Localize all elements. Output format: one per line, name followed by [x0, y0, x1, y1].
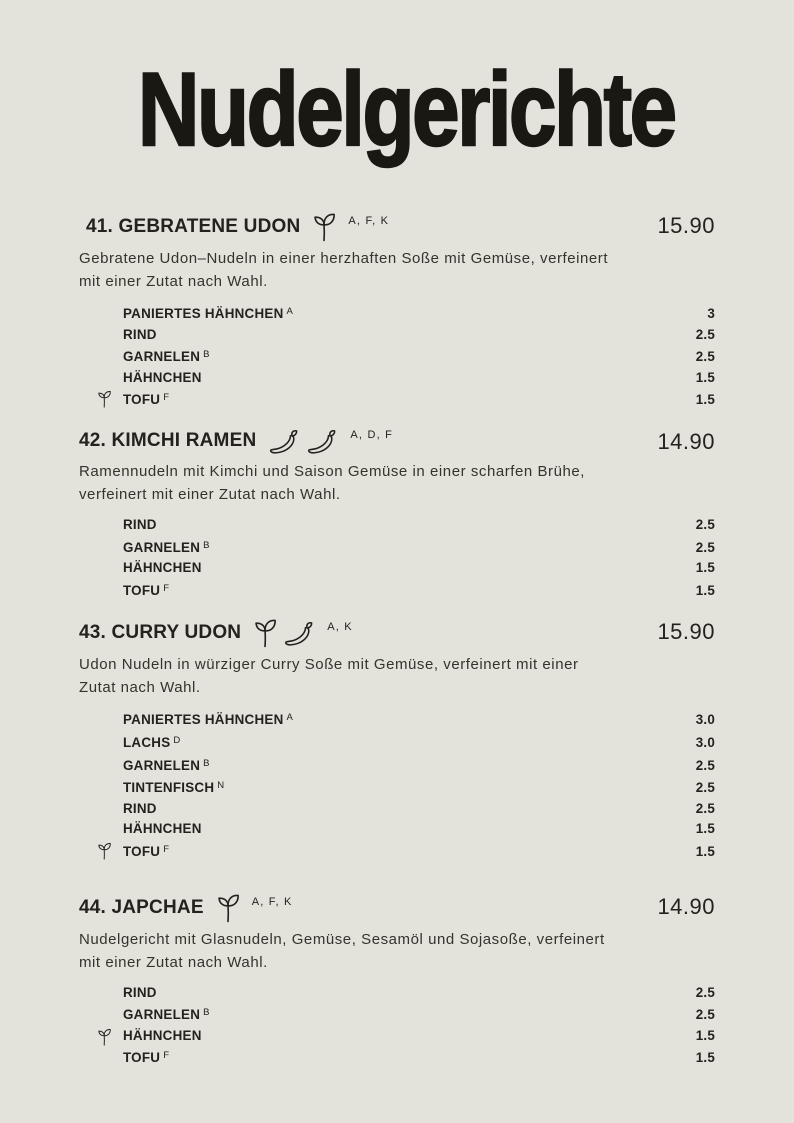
option-label-text: PANIERTES HÄHNCHEN — [123, 306, 284, 321]
menu-item-description — [79, 247, 715, 293]
option-row — [79, 579, 715, 602]
option-row — [79, 325, 715, 346]
menu-item-price: 14.90 — [657, 428, 715, 454]
option-row — [79, 515, 715, 536]
sprout-icon — [97, 842, 112, 860]
menu-items — [79, 212, 715, 1069]
menu-item-title: 42. KIMCHI RAMEN — [79, 430, 257, 452]
option-label-text: GARNELEN — [123, 1007, 201, 1023]
option-price: 2.5 — [695, 516, 715, 532]
chili-icon — [268, 428, 301, 455]
option-label-text: HÄHNCHEN — [123, 369, 202, 385]
menu-item-price: 15.90 — [657, 213, 715, 238]
option-price: 3.0 — [695, 712, 715, 728]
option-row — [79, 345, 715, 368]
allergen-codes: A, F, K — [348, 215, 390, 227]
menu-item-icons — [216, 893, 241, 923]
menu-item-icons — [312, 212, 337, 242]
option-row — [79, 388, 715, 411]
option-price: 1.5 — [695, 821, 715, 837]
option-price: 1.5 — [695, 392, 715, 408]
chili-icon — [306, 428, 339, 455]
option-label-text: PANIERTES HÄHNCHEN — [123, 712, 284, 728]
option-label-text: HÄHNCHEN — [123, 560, 202, 576]
menu-item-heading-left — [79, 428, 393, 455]
option-label — [123, 840, 170, 863]
allergen-codes: A, K — [327, 621, 353, 634]
option-price: 2.5 — [695, 757, 715, 773]
sprout-icon — [97, 1028, 112, 1046]
option-price: 1.5 — [695, 843, 715, 859]
menu-item-description — [79, 928, 715, 974]
option-label-text: HÄHNCHEN — [123, 821, 202, 837]
option-price: 1.5 — [695, 1050, 715, 1066]
option-label-text: TOFU — [123, 582, 161, 598]
menu-item-title: 44. JAPCHAE — [79, 896, 204, 918]
option-label-text: RIND — [123, 800, 157, 816]
allergen-mark: B — [203, 539, 210, 551]
menu-item-description — [79, 460, 715, 506]
menu-item-title: 43. CURRY UDON — [79, 622, 242, 644]
option-label — [123, 536, 210, 559]
option-price: 2.5 — [695, 1007, 715, 1023]
option-label — [123, 325, 157, 346]
menu-item-icons — [253, 618, 316, 648]
option-price: 2.5 — [695, 349, 715, 365]
allergen-mark: B — [203, 1007, 210, 1019]
option-row — [79, 840, 715, 863]
menu-item-heading-left — [79, 618, 353, 648]
allergen-codes: A, D, F — [350, 429, 394, 442]
option-row — [79, 368, 715, 389]
menu-item-title: 41. GEBRATENE UDON — [86, 216, 301, 237]
option-label — [123, 515, 157, 536]
allergen-mark: A — [286, 306, 294, 317]
description-line: Ramennudeln mit Kimchi und Saison Gemüse in einer scharfen Brühe, — [79, 462, 585, 480]
option-row — [79, 799, 715, 820]
option-label — [123, 558, 202, 579]
menu-item-description — [79, 653, 715, 699]
option-price: 1.5 — [695, 560, 715, 576]
option-price: 2.5 — [695, 780, 715, 796]
option-price: 2.5 — [695, 326, 715, 342]
page-title-text: Nudelgerichte — [137, 52, 675, 168]
option-row — [79, 754, 715, 777]
menu-item-heading-left — [79, 893, 293, 923]
option-label — [123, 345, 210, 368]
option-label — [123, 1046, 170, 1069]
option-price: 2.5 — [695, 800, 715, 816]
allergen-mark: F — [163, 392, 170, 404]
option-label-text: GARNELEN — [123, 757, 201, 773]
allergen-mark: B — [203, 349, 210, 361]
option-price: 2.5 — [695, 984, 715, 1000]
option-row — [79, 1046, 715, 1069]
option-label — [123, 1003, 210, 1026]
option-list — [79, 983, 715, 1069]
option-label — [123, 302, 293, 325]
allergen-mark: F — [163, 582, 170, 594]
page-title — [79, 52, 715, 186]
option-row — [79, 1026, 715, 1047]
option-label — [123, 776, 225, 799]
option-row — [79, 536, 715, 559]
option-label-text: GARNELEN — [123, 349, 201, 365]
option-row — [79, 731, 715, 754]
allergen-mark: B — [203, 757, 210, 769]
menu-item-heading — [79, 618, 715, 648]
option-price: 1.5 — [695, 1027, 715, 1043]
sprout-icon — [253, 618, 278, 648]
option-label-text: RIND — [123, 516, 157, 532]
option-label-text: RIND — [123, 326, 157, 342]
option-label — [123, 754, 210, 777]
menu-item-icons — [268, 428, 339, 455]
description-line: Nudelgericht mit Glasnudeln, Gemüse, Sesamöl und Sojasoße, verfeinert — [79, 930, 605, 948]
option-list — [79, 302, 715, 411]
sprout-icon — [216, 893, 241, 923]
description-line: mit einer Zutat nach Wahl. — [79, 273, 268, 290]
option-label — [123, 368, 202, 389]
description-line: Gebratene Udon–Nudeln in einer herzhaften Soße mit Gemüse, verfeinert — [79, 250, 609, 267]
allergen-mark: F — [163, 1050, 170, 1062]
sprout-icon — [312, 212, 337, 242]
option-list — [79, 515, 715, 601]
option-price: 3.0 — [695, 734, 715, 750]
menu-item-heading — [79, 212, 715, 242]
option-label-text: TOFU — [123, 1050, 161, 1066]
menu-item-heading — [79, 428, 715, 455]
option-label-text: LACHS — [123, 734, 171, 750]
allergen-codes: A, F, K — [251, 895, 293, 908]
option-row — [79, 776, 715, 799]
option-label-text: HÄHNCHEN — [123, 1027, 202, 1043]
option-price: 1.5 — [695, 582, 715, 598]
option-price: 2.5 — [695, 539, 715, 555]
description-line: Udon Nudeln in würziger Curry Soße mit Gemüse, verfeinert mit einer — [79, 656, 579, 674]
menu-item-heading-left — [79, 212, 389, 242]
option-label — [123, 983, 157, 1004]
sprout-icon — [97, 390, 112, 408]
option-label — [123, 799, 157, 820]
option-label-text: TINTENFISCH — [123, 780, 215, 796]
option-price: 3 — [707, 306, 715, 321]
option-label — [123, 708, 293, 731]
option-label-text: TOFU — [123, 843, 161, 859]
menu-item-price: 15.90 — [657, 619, 715, 645]
option-label-text: RIND — [123, 984, 157, 1000]
option-price: 1.5 — [695, 369, 715, 385]
menu-item — [79, 893, 715, 1069]
option-row — [79, 819, 715, 840]
option-label-text: GARNELEN — [123, 539, 201, 555]
allergen-mark: A — [286, 712, 294, 724]
option-row — [79, 708, 715, 731]
allergen-mark: D — [173, 734, 181, 746]
option-row — [79, 558, 715, 579]
description-line: verfeinert mit einer Zutat nach Wahl. — [79, 485, 341, 503]
option-row — [79, 302, 715, 325]
option-label — [123, 579, 170, 602]
option-row — [79, 983, 715, 1004]
option-label — [123, 1026, 202, 1047]
chili-icon — [283, 620, 316, 647]
allergen-mark: N — [217, 780, 225, 792]
menu-item-heading — [79, 893, 715, 923]
menu-item — [79, 428, 715, 601]
menu-item-price: 14.90 — [657, 893, 715, 919]
option-label-text: TOFU — [123, 392, 161, 408]
option-row — [79, 1003, 715, 1026]
option-list — [79, 708, 715, 862]
description-line: mit einer Zutat nach Wahl. — [79, 953, 268, 971]
description-line: Zutat nach Wahl. — [79, 679, 201, 697]
menu-item — [79, 212, 715, 411]
option-label — [123, 731, 181, 754]
menu-item — [79, 618, 715, 862]
option-label — [123, 388, 170, 411]
allergen-mark: F — [163, 843, 170, 855]
option-label — [123, 819, 202, 840]
